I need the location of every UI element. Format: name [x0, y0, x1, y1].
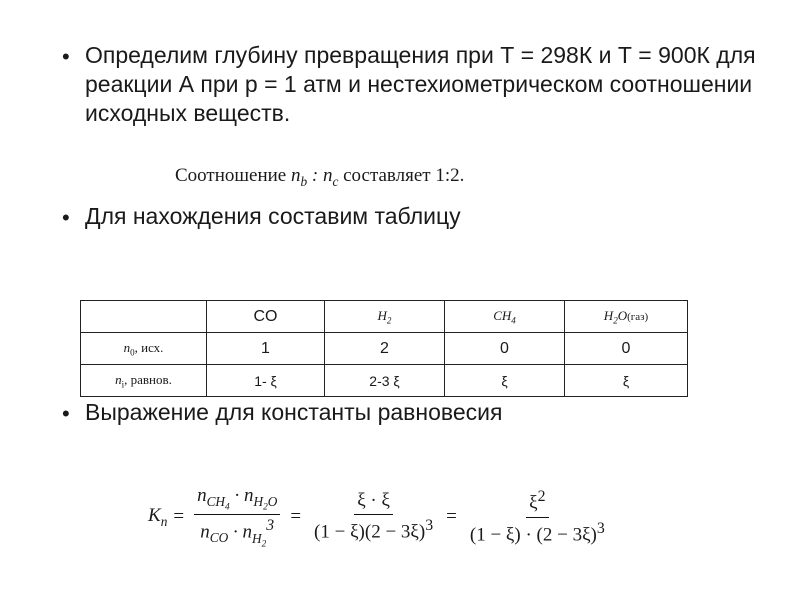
- table-cell: ξ: [565, 365, 688, 397]
- fraction-moles: [194, 485, 280, 549]
- fraction-denominator: $n_{CO} \cdot n_{H_2}^3$: [200, 517, 275, 550]
- ratio-prefix: Соотношение: [175, 165, 287, 186]
- ratio-statement: [175, 165, 464, 190]
- table-row: [81, 365, 688, 397]
- ratio-expression: $n_b$ : $n_c$: [290, 165, 339, 189]
- equals-sign: =: [290, 506, 302, 528]
- column-header-h2o: $H_2O(газ)$: [565, 301, 688, 333]
- equals-sign: =: [446, 506, 457, 528]
- table-cell: 2: [325, 333, 445, 365]
- row-label-equilibrium: $n_i$, равнов.: [81, 365, 207, 397]
- ratio-suffix: составляет 1:2.: [343, 165, 465, 186]
- table-cell: 1: [207, 333, 325, 365]
- table-cell: 0: [445, 333, 565, 365]
- column-header-h2: $H_2$: [325, 301, 445, 333]
- table-row: [81, 333, 688, 365]
- bullet-marker: •: [62, 401, 70, 426]
- column-header-co: CO: [207, 301, 325, 333]
- formula-lhs: $K_n$: [148, 504, 168, 529]
- bullet-text-depth-of-conversion: Определим глубину превращения при Т = 298К и Т = 900К для реакции А при р = 1 атм и нестехиометрическом соотношении исходных веществ.: [85, 42, 756, 126]
- bullet-marker: •: [62, 44, 70, 69]
- table-cell: 2-3 ξ: [325, 365, 445, 397]
- table-header-row: [81, 301, 688, 333]
- equilibrium-constant-formula: [148, 485, 612, 549]
- column-header-ch4: $CH_4$: [445, 301, 565, 333]
- table-cell: 1- ξ: [207, 365, 325, 397]
- table-cell: 0: [565, 333, 688, 365]
- fraction-denominator: $(1 - \xi)(2 - 3\xi)^3$: [314, 517, 434, 543]
- fraction-numerator: ξ · ξ: [354, 490, 393, 515]
- table-corner-cell: [81, 301, 207, 333]
- fraction-denominator: $(1 - \xi) \cdot (2 - 3\xi)^3$: [469, 519, 605, 545]
- fraction-xi-squared: [467, 488, 608, 546]
- bullet-marker: •: [62, 205, 70, 230]
- table-cell: ξ: [445, 365, 565, 397]
- equals-sign: =: [173, 506, 185, 528]
- fraction-xi: [311, 490, 436, 543]
- substance-table: [80, 300, 688, 397]
- row-label-initial: $n_0$, исх.: [81, 333, 207, 365]
- fraction-numerator: $n_{CH_4} \cdot n_{H_2O}$: [194, 485, 280, 515]
- bullet-text-equilibrium-constant: Выражение для константы равновесия: [85, 399, 503, 425]
- fraction-numerator: $\xi^2$: [526, 488, 548, 517]
- bullet-text-make-table: Для нахождения составим таблицу: [85, 203, 461, 229]
